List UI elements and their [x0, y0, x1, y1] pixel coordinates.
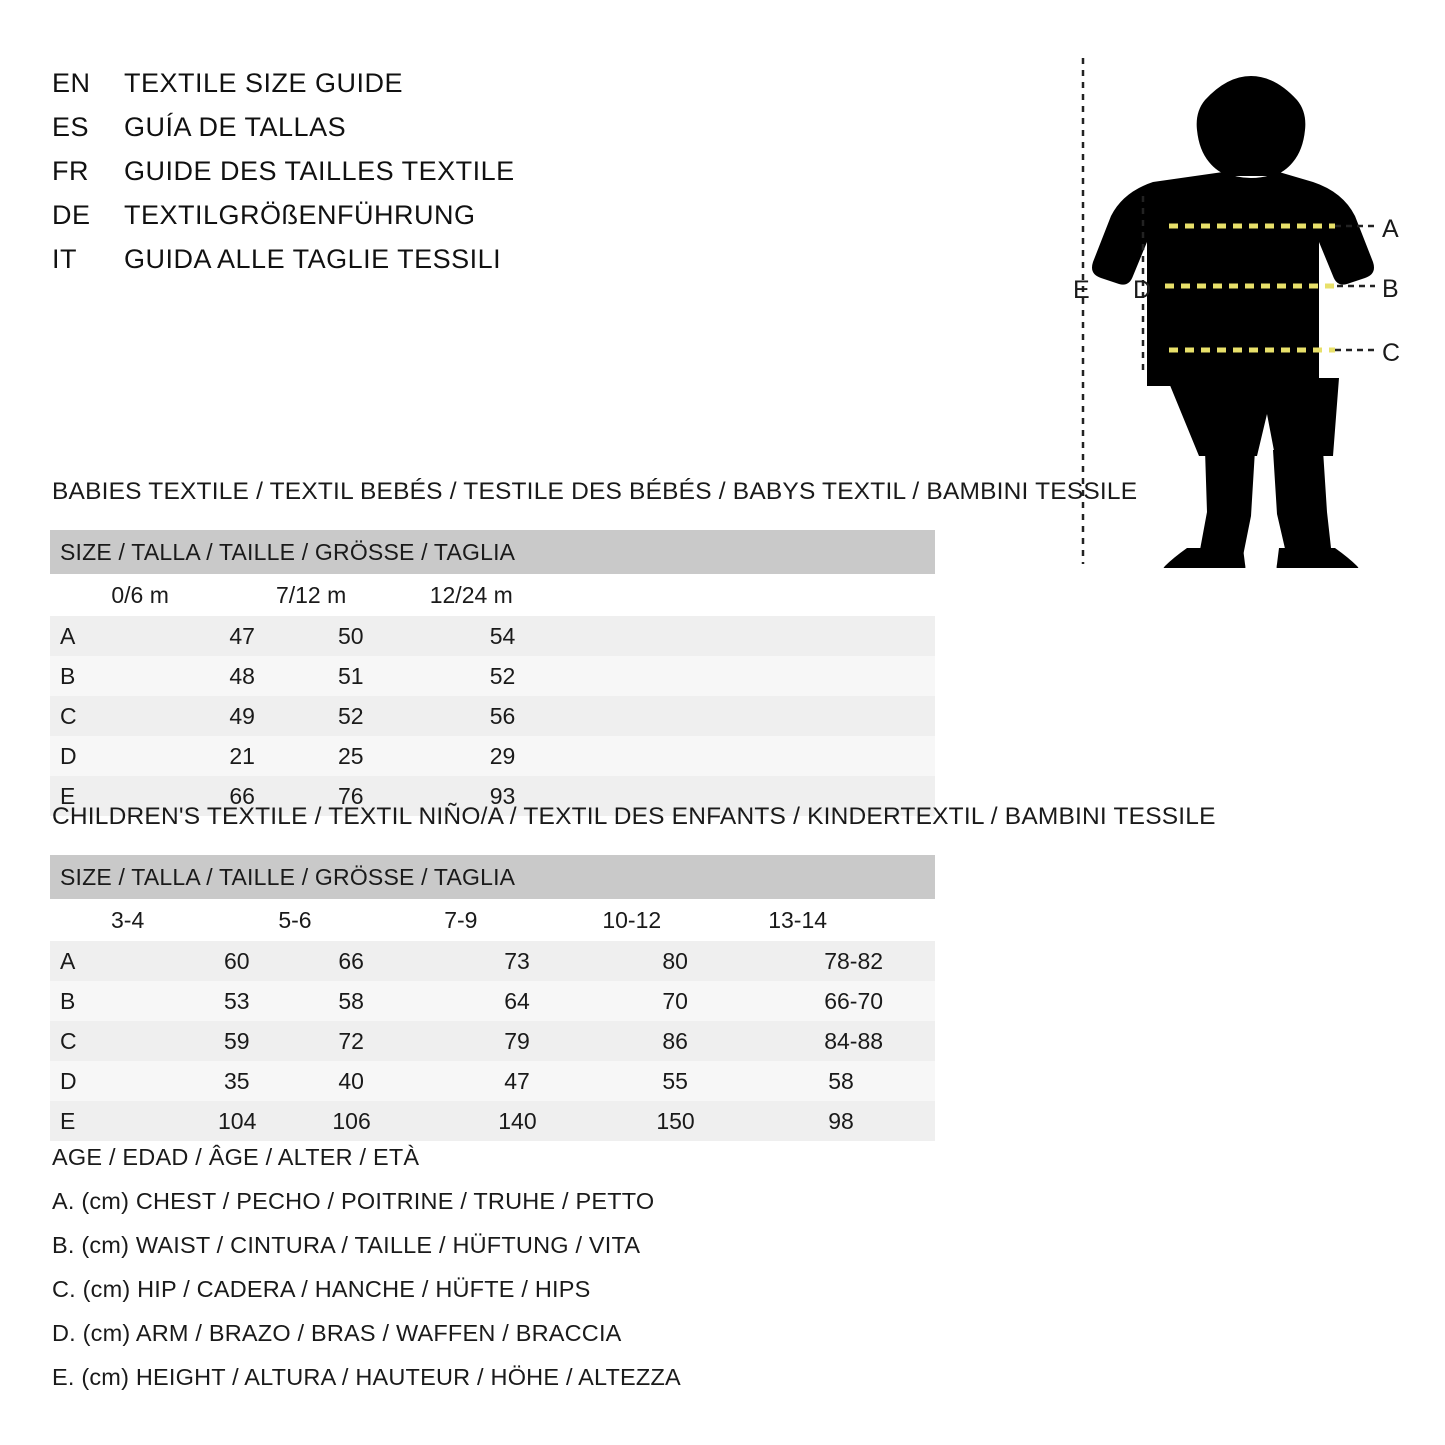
figure-label-b: B [1382, 275, 1399, 303]
cell-value: 47 [444, 1061, 602, 1101]
row-label: B [50, 656, 111, 696]
language-title: TEXTILE SIZE GUIDE [124, 68, 404, 98]
table-row [50, 736, 935, 776]
children-section-title: CHILDREN'S TEXTILE / TEXTIL NIÑO/A / TEXTIL DES ENFANTS / KINDERTEXTIL / BAMBINI TESSILE [52, 803, 1216, 830]
babies-column-header: 7/12 m [276, 574, 430, 616]
cell-value: 56 [430, 696, 935, 736]
table-row [50, 981, 935, 1021]
row-label: A [50, 616, 111, 656]
language-row [52, 112, 672, 156]
cell-value: 93 [430, 776, 935, 816]
cell-value: 150 [602, 1101, 768, 1141]
language-code: DE [52, 200, 91, 230]
cell-value: 140 [444, 1101, 602, 1141]
table-row [50, 616, 935, 656]
cell-value: 53 [111, 981, 278, 1021]
row-label: E [50, 776, 111, 816]
cell-value: 58 [278, 981, 444, 1021]
cell-value: 40 [278, 1061, 444, 1101]
cell-value: 64 [444, 981, 602, 1021]
cell-value: 52 [430, 656, 935, 696]
cell-value: 59 [111, 1021, 278, 1061]
language-title: GUIDE DES TAILLES TEXTILE [124, 156, 515, 186]
legend-line-chest: A. (cm) CHEST / PECHO / POITRINE / TRUHE / PETTO [52, 1188, 655, 1214]
table-row [50, 1061, 935, 1101]
table-column-header-row [50, 899, 935, 941]
cell-value: 55 [602, 1061, 768, 1101]
language-code: IT [52, 244, 77, 274]
cell-value: 76 [276, 776, 430, 816]
cell-value: 47 [111, 616, 276, 656]
cell-value: 106 [278, 1101, 444, 1141]
language-title-block [52, 68, 672, 288]
figure-label-c: C [1382, 339, 1401, 367]
figure-label-a: A [1382, 215, 1399, 243]
cell-value: 54 [430, 616, 935, 656]
cell-value: 66 [278, 941, 444, 981]
cell-value: 66 [111, 776, 276, 816]
language-code: EN [52, 68, 91, 98]
cell-value: 104 [111, 1101, 278, 1141]
row-label: A [50, 941, 111, 981]
cell-value: 52 [276, 696, 430, 736]
table-row [50, 656, 935, 696]
cell-value: 35 [111, 1061, 278, 1101]
row-label: C [50, 1021, 111, 1061]
cell-value: 66-70 [768, 981, 935, 1021]
babies-size-table [50, 530, 935, 816]
cell-value: 78-82 [768, 941, 935, 981]
legend-line-height: E. (cm) HEIGHT / ALTURA / HAUTEUR / HÖHE / ALTEZZA [52, 1364, 681, 1390]
table-band-header [50, 855, 935, 899]
language-title: TEXTILGRÖßENFÜHRUNG [124, 200, 476, 230]
cell-value: 29 [430, 736, 935, 776]
cell-value: 51 [276, 656, 430, 696]
table-row [50, 696, 935, 736]
table-column-header-row [50, 574, 935, 616]
children-column-header: 5-6 [278, 899, 444, 941]
babies-column-header: 0/6 m [111, 574, 276, 616]
babies-band-label: SIZE / TALLA / TAILLE / GRÖSSE / TAGLIA [50, 530, 935, 574]
table-row [50, 941, 935, 981]
language-row [52, 68, 672, 112]
legend-line-hip: C. (cm) HIP / CADERA / HANCHE / HÜFTE / HIPS [52, 1276, 591, 1302]
measurement-legend [52, 1135, 952, 1399]
cell-value: 21 [111, 736, 276, 776]
row-label: D [50, 736, 111, 776]
children-column-header: 3-4 [111, 899, 278, 941]
cell-value: 86 [602, 1021, 768, 1061]
cell-value: 79 [444, 1021, 602, 1061]
cell-value: 70 [602, 981, 768, 1021]
row-label: E [50, 1101, 111, 1141]
cell-value: 73 [444, 941, 602, 981]
figure-label-d: D [1133, 276, 1152, 304]
language-code: ES [52, 112, 90, 142]
language-code: FR [52, 156, 89, 186]
cell-value: 72 [278, 1021, 444, 1061]
cell-value: 80 [602, 941, 768, 981]
legend-line-arm: D. (cm) ARM / BRAZO / BRAS / WAFFEN / BRACCIA [52, 1320, 622, 1346]
children-band-label: SIZE / TALLA / TAILLE / GRÖSSE / TAGLIA [50, 855, 935, 899]
table-band-header [50, 530, 935, 574]
cell-value: 50 [276, 616, 430, 656]
row-label: B [50, 981, 111, 1021]
language-row [52, 200, 672, 244]
cell-value: 60 [111, 941, 278, 981]
row-label: C [50, 696, 111, 736]
table-row [50, 1021, 935, 1061]
children-size-table [50, 855, 935, 1141]
corner-cell [50, 574, 111, 616]
children-column-header: 7-9 [444, 899, 602, 941]
cell-value: 98 [768, 1101, 935, 1141]
cell-value: 84-88 [768, 1021, 935, 1061]
row-label: D [50, 1061, 111, 1101]
language-row [52, 156, 672, 200]
legend-line-age: AGE / EDAD / ÂGE / ALTER / ETÀ [52, 1144, 420, 1170]
figure-label-e: E [1073, 276, 1090, 304]
language-row [52, 244, 672, 288]
cell-value: 49 [111, 696, 276, 736]
children-column-header: 13-14 [768, 899, 935, 941]
babies-column-header: 12/24 m [430, 574, 935, 616]
corner-cell [50, 899, 111, 941]
cell-value: 58 [768, 1061, 935, 1101]
language-title: GUIDA ALLE TAGLIE TESSILI [124, 244, 502, 274]
cell-value: 48 [111, 656, 276, 696]
babies-section-title: BABIES TEXTILE / TEXTIL BEBÉS / TESTILE DES BÉBÉS / BABYS TEXTIL / BAMBINI TESSILE [52, 478, 1138, 505]
legend-line-waist: B. (cm) WAIST / CINTURA / TAILLE / HÜFTUNG / VITA [52, 1232, 641, 1258]
cell-value: 25 [276, 736, 430, 776]
children-column-header: 10-12 [602, 899, 768, 941]
language-title: GUÍA DE TALLAS [124, 112, 347, 142]
